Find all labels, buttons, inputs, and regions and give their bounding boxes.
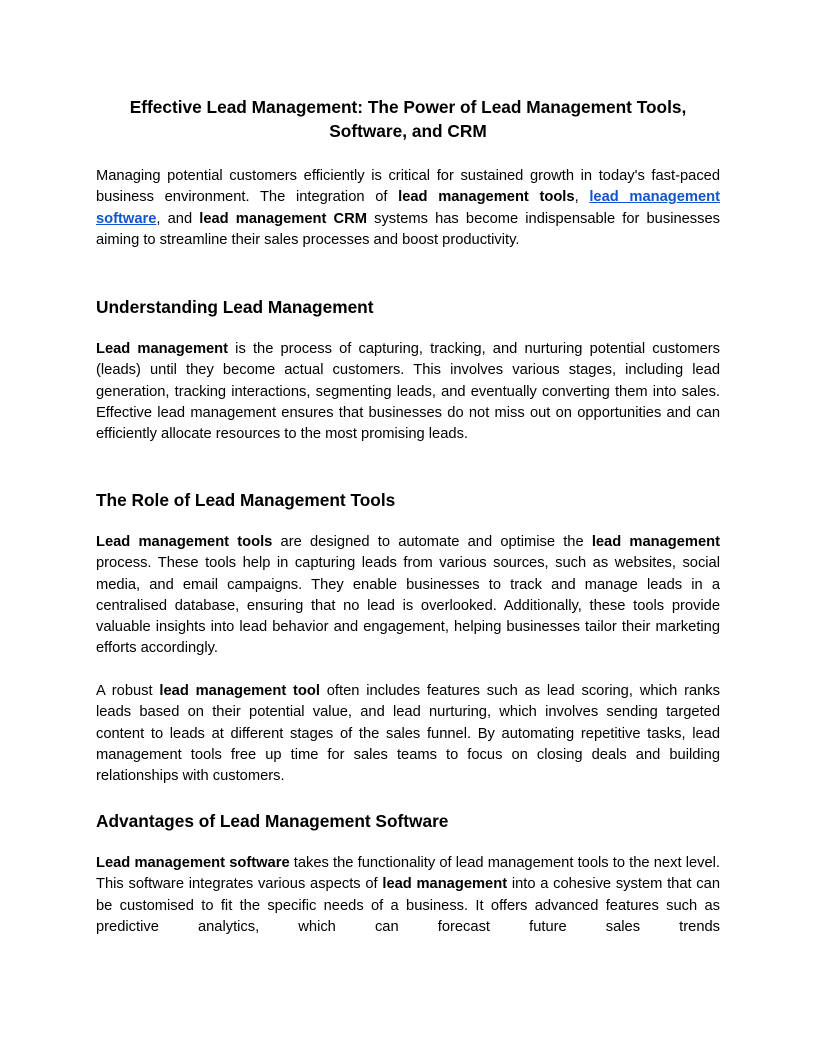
text-run: Managing potential customers efficiently is critical for sustained growth in today's fast-paced business environment. The integration of	[96, 168, 720, 206]
bold-keyword: lead management CRM	[199, 210, 367, 227]
paragraph	[96, 681, 720, 787]
paragraph	[96, 339, 720, 445]
document-title: Effective Lead Management: The Power of Lead Management Tools, Software, and CRM	[129, 97, 687, 141]
bold-keyword: lead management	[591, 534, 720, 550]
bold-keyword: Lead management tools	[96, 534, 273, 550]
bold-keyword: lead management tool	[159, 683, 320, 699]
section-heading: Understanding Lead Management	[96, 297, 374, 317]
link-lead-management-software[interactable]: lead management software	[96, 189, 720, 227]
text-run: into a cohesive system that can be customised to fit the specific needs of a business. It offers advanced features such as predictive analytics, which can forecast future sales trends	[96, 876, 720, 935]
bold-keyword: Lead management software	[96, 855, 290, 871]
section-heading: The Role of Lead Management Tools	[96, 490, 396, 510]
bold-keyword: lead management	[382, 876, 508, 893]
text-run: are designed to automate and optimise the	[272, 534, 592, 550]
text-run: often includes features such as lead scoring, which ranks leads based on their potential value, and lead nurturing, which involves sending targeted content to leads at different stages of the sales funnel. By automating repetitive tasks, lead management tools free up time for sales teams to focus on closing deals and building relationships with customers.	[96, 683, 720, 785]
text-run: ,	[574, 189, 590, 206]
text-run: takes the functionality of lead management tools to the next level. This software integrates various aspects of	[96, 855, 720, 893]
text-run: A robust	[96, 683, 160, 699]
text-run: is the process of capturing, tracking, and nurturing potential customers (leads) until they become actual customers. This involves various stages, including lead generation, tracking interactions, segmenting leads, and eventually converting them into sales. Effective lead management ensures that businesses do not miss out on opportunities and can efficiently allocate resources to the most promising leads.	[96, 341, 720, 443]
text-run: process. These tools help in capturing leads from various sources, such as websites, social media, and email campaigns. They enable businesses to track and manage leads in a centralised database, ensuring that no lead is overlooked. Additionally, these tools provide valuable insights into lead behavior and engagement, helping businesses tailor their marketing efforts accordingly.	[96, 555, 720, 657]
bold-keyword: Lead management	[96, 341, 229, 357]
text-run: , and	[156, 210, 200, 227]
paragraph	[96, 166, 720, 251]
paragraph	[96, 532, 720, 660]
paragraph	[96, 853, 720, 938]
bold-keyword: lead management tools	[398, 189, 575, 206]
section-heading: Advantages of Lead Management Software	[96, 811, 449, 831]
text-run: systems has become indispensable for businesses aiming to streamline their sales processes and boost productivity.	[96, 210, 720, 248]
